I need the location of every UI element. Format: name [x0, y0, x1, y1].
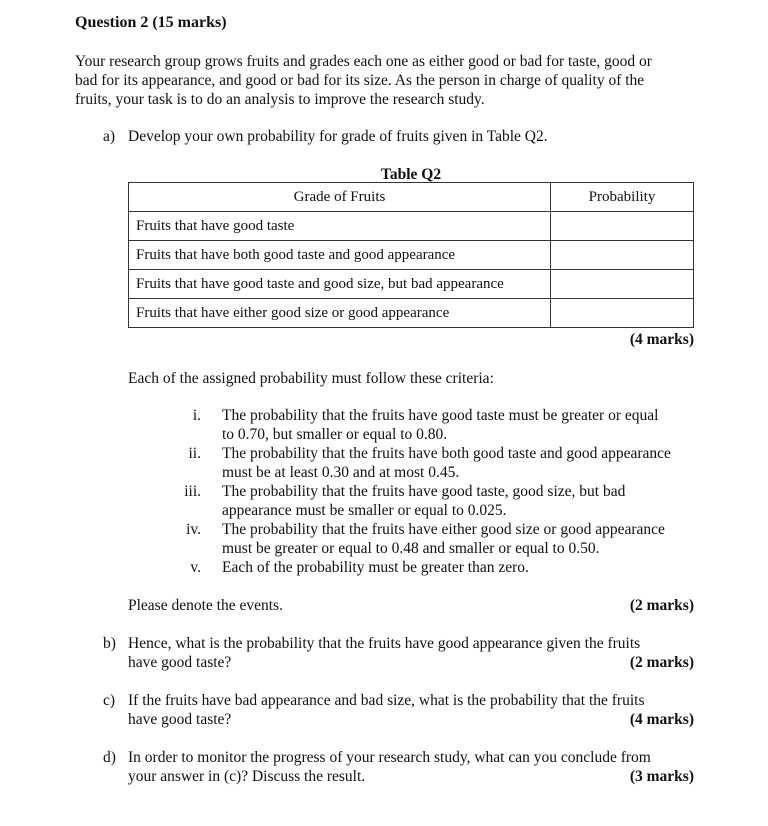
criteria-item	[165, 406, 695, 444]
part-c-marks: (4 marks)	[629, 711, 694, 728]
criteria-line: must be at least 0.30 and at most 0.45.	[222, 464, 460, 481]
criteria-item	[165, 520, 695, 558]
part-b-line: have good taste?	[128, 654, 232, 671]
part-a-text: Develop your own probability for grade of fruits given in Table Q2.	[128, 128, 548, 145]
grade-cell: Fruits that have either good size or good appearance	[129, 299, 551, 328]
criteria-line: Each of the probability must be greater than zero.	[222, 559, 529, 576]
part-c-label: c)	[103, 692, 116, 709]
probability-cell	[551, 212, 694, 241]
part-b-marks: (2 marks)	[629, 654, 694, 671]
probability-cell	[551, 270, 694, 299]
criteria-line: to 0.70, but smaller or equal to 0.80.	[222, 426, 448, 443]
criteria-line: The probability that the fruits have good taste, good size, but bad	[222, 483, 626, 500]
part-b-line: Hence, what is the probability that the fruits have good appearance given the fruits	[128, 635, 641, 652]
intro-line: bad for its appearance, and good or bad for its size. As the person in charge of quality of the	[75, 72, 645, 89]
criteria-list	[165, 406, 695, 577]
criteria-line: must be greater or equal to 0.48 and smaller or equal to 0.50.	[222, 540, 600, 557]
part-c-line: have good taste?	[128, 711, 232, 728]
grade-cell: Fruits that have both good taste and good appearance	[129, 241, 551, 270]
grade-cell: Fruits that have good taste	[129, 212, 551, 241]
part-d-marks: (3 marks)	[629, 768, 694, 785]
denote-marks: (2 marks)	[629, 597, 694, 614]
table-row	[129, 270, 694, 299]
criteria-item	[165, 558, 695, 577]
grade-cell: Fruits that have good taste and good size, but bad appearance	[129, 270, 551, 299]
criteria-number: iii.	[184, 483, 201, 500]
part-d	[103, 748, 694, 786]
part-a-prompt	[103, 128, 548, 146]
criteria-line: The probability that the fruits have good taste must be greater or equal	[222, 407, 659, 424]
probability-table	[128, 182, 694, 328]
criteria-intro: Each of the assigned probability must follow these criteria:	[128, 370, 494, 387]
part-c-line: If the fruits have bad appearance and bad size, what is the probability that the fruits	[128, 692, 645, 709]
denote-row	[128, 597, 694, 615]
table-caption: Table Q2	[380, 166, 442, 183]
part-d-line: your answer in (c)? Discuss the result.	[128, 768, 366, 785]
criteria-line: The probability that the fruits have either good size or good appearance	[222, 521, 665, 538]
table-row	[129, 212, 694, 241]
part-b	[103, 634, 694, 672]
criteria-number: iv.	[186, 521, 201, 538]
part-a-label: a)	[103, 128, 116, 145]
criteria-line: The probability that the fruits have both good taste and good appearance	[222, 445, 671, 462]
criteria-line: appearance must be smaller or equal to 0.025.	[222, 502, 507, 519]
criteria-item	[165, 444, 695, 482]
criteria-number: ii.	[188, 445, 201, 462]
header-probability: Probability	[551, 183, 694, 212]
probability-cell	[551, 241, 694, 270]
table-header-row	[129, 183, 694, 212]
header-grade: Grade of Fruits	[129, 183, 551, 212]
criteria-number: i.	[192, 407, 201, 424]
intro-line: Your research group grows fruits and grades each one as either good or bad for taste, good or	[75, 53, 652, 70]
table-marks: (4 marks)	[629, 331, 694, 348]
denote-text: Please denote the events.	[128, 597, 283, 614]
intro-line: fruits, your task is to do an analysis to improve the research study.	[75, 91, 485, 108]
probability-cell	[551, 299, 694, 328]
part-d-line: In order to monitor the progress of your research study, what can you conclude from	[128, 749, 651, 766]
part-b-label: b)	[103, 635, 116, 652]
part-d-label: d)	[103, 749, 116, 766]
table-row	[129, 241, 694, 270]
part-c	[103, 691, 694, 729]
question-title: Question 2 (15 marks)	[75, 14, 227, 31]
criteria-item	[165, 482, 695, 520]
table-row	[129, 299, 694, 328]
criteria-number: v.	[190, 559, 201, 576]
question-intro	[75, 52, 695, 109]
